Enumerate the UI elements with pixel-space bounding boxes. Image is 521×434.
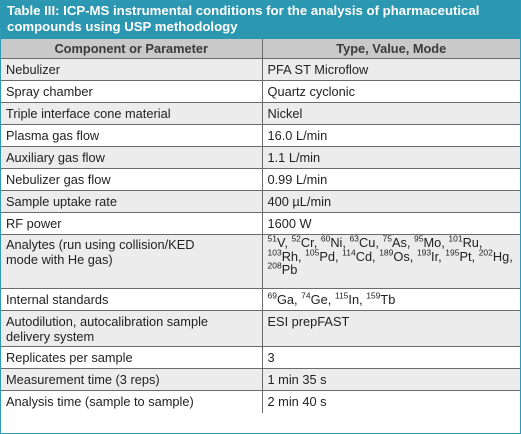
row-value: Nickel [262,103,520,125]
column-header-parameter: Component or Parameter [1,39,262,59]
isotope-mass: 103 [267,247,282,258]
isotope [417,249,442,264]
row-parameter: Internal standards [1,289,262,311]
isotope-element: In, [348,292,363,307]
row-parameter: Plasma gas flow [1,125,262,147]
row-value: ESI prepFAST [262,311,520,347]
isotope-mass: 60 [320,233,331,244]
isotope-element: Os, [393,248,414,264]
isotope-mass: 101 [448,233,463,244]
row-value: 1 min 35 s [262,369,520,391]
row-value: 3 [262,347,520,369]
isotope-element: Tb [380,292,396,307]
table-row [1,191,520,213]
isotope [268,262,298,277]
row-value: 0.99 L/min [262,169,520,191]
table-row [1,213,520,235]
isotope [366,292,395,307]
row-parameter-line-1: Analytes (run using collision/KED [6,237,195,252]
isotope-element: Pb [281,262,298,277]
isotope-mass: 193 [416,247,432,258]
table-row [1,347,520,369]
isotope-element: Pt, [459,248,476,264]
table-row [1,59,520,81]
isotope-mass: 51 [267,233,277,244]
isotope-mass: 74 [301,290,311,301]
isotope [301,292,331,307]
row-parameter-line-2: delivery system [6,328,95,344]
table-title-line-1: Table III: ICP-MS instrumental conditions for the analysis of pharmaceutical [7,3,480,18]
table-row [1,235,520,289]
row-value: 2 min 40 s [262,391,520,413]
table-title [1,1,520,39]
row-parameter: Replicates per sample [1,347,262,369]
row-parameter: RF power [1,213,262,235]
isotope-mass: 115 [334,290,349,301]
isotope-element: Cr, [300,235,318,250]
row-value: 400 µL/min [262,191,520,213]
row-parameter: Auxiliary gas flow [1,147,262,169]
row-parameter: Nebulizer [1,59,262,81]
row-value: 1600 W [262,213,520,235]
row-parameter [1,235,262,289]
row-value: 1.1 L/min [262,147,520,169]
isotope-mass: 63 [349,233,359,244]
analytes-list [262,235,520,289]
table-row [1,311,520,347]
isotope-element: Rh, [281,248,302,264]
row-parameter [1,311,262,347]
isotope-mass: 75 [382,233,392,244]
isotope-mass: 114 [342,247,356,258]
isotope-element: Ir, [431,248,442,264]
isotope-element: V, [276,235,288,250]
row-parameter: Triple interface cone material [1,103,262,125]
isotope [445,249,475,264]
isotope-mass: 95 [414,233,424,244]
isotope-element: As, [391,235,411,250]
isotope-element: Mo, [423,235,445,250]
row-parameter-line-2: mode with He gas) [6,252,113,267]
conditions-table [1,39,520,413]
isotope [335,292,363,307]
isotope-element: Cd, [355,248,376,264]
table-row [1,81,520,103]
table-row [1,391,520,413]
isotope-element: Ge, [310,292,332,307]
row-value: 16.0 L/min [262,125,520,147]
internal-standards-list [262,289,520,311]
isotope-element: Cu, [358,235,379,250]
isotope [342,249,375,264]
table-row [1,125,520,147]
isotope-mass: 202 [478,247,493,258]
isotope-mass: 52 [291,233,301,244]
isotope [305,249,338,264]
table-row [1,289,520,311]
table-row [1,369,520,391]
isotope-mass: 189 [379,247,394,258]
isotope-mass: 69 [267,290,277,301]
column-header-value: Type, Value, Mode [262,39,520,59]
row-parameter: Analysis time (sample to sample) [1,391,262,413]
table-row [1,169,520,191]
isotope [479,249,513,264]
table-row [1,147,520,169]
isotope-mass: 208 [267,260,282,271]
row-parameter-line-1: Autodilution, autocalibration sample [6,313,209,329]
row-parameter: Measurement time (3 reps) [1,369,262,391]
isotope-mass: 105 [305,247,320,258]
isotope-element: Pd, [319,248,339,264]
isotope [268,292,298,307]
isotope [379,249,413,264]
row-value: Quartz cyclonic [262,81,520,103]
header-row [1,39,520,59]
row-parameter: Nebulizer gas flow [1,169,262,191]
isotope-element: Ru, [462,235,483,250]
row-parameter: Spray chamber [1,81,262,103]
isotope-mass: 195 [445,247,460,258]
isotope-element: Ni, [330,235,346,250]
isotope-element: Ga, [276,292,298,307]
row-value: PFA ST Microflow [262,59,520,81]
isotope-mass: 159 [366,290,381,301]
table-title-line-2: compounds using USP methodology [7,19,238,34]
row-parameter: Sample uptake rate [1,191,262,213]
isotope-element: Hg, [492,248,513,264]
table-row [1,103,520,125]
